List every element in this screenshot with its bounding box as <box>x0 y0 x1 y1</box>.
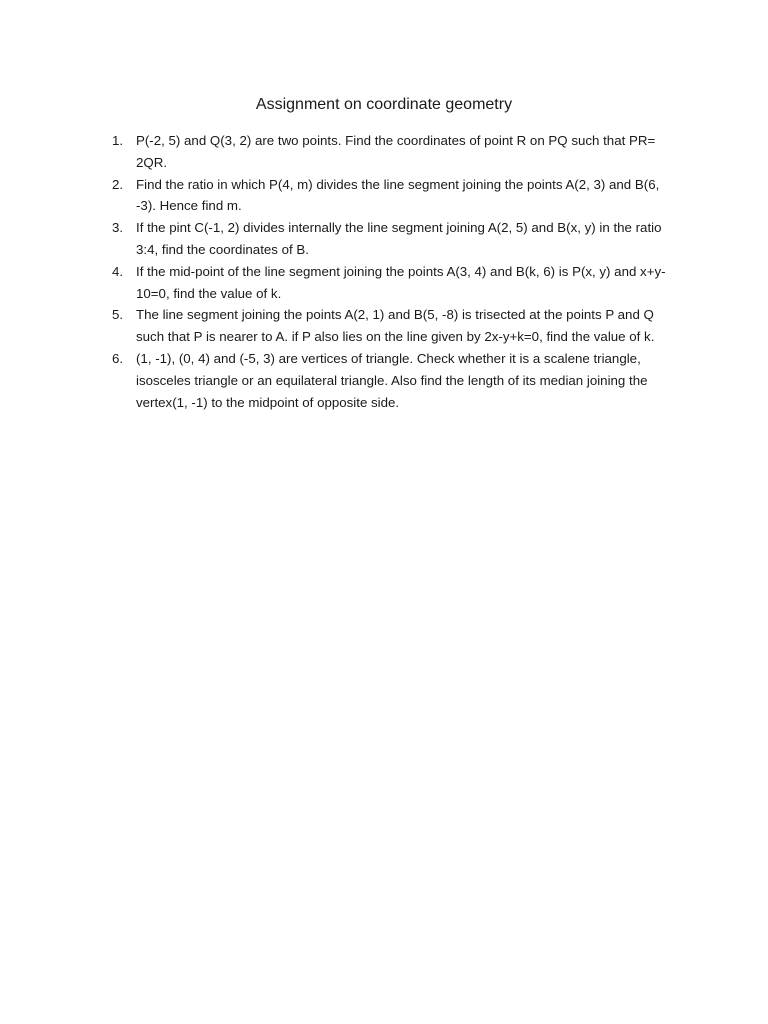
question-number: 2. <box>112 176 124 192</box>
question-number: 4. <box>112 263 124 279</box>
question-text: If the pint C(-1, 2) divides internally the line segment joining A(2, 5) and B(x, y) in the ratio 3:4, find the coordinates of B. <box>136 220 662 257</box>
question-item-2 <box>110 174 678 218</box>
question-item-5 <box>110 304 678 348</box>
question-text: (1, -1), (0, 4) and (-5, 3) are vertices of triangle. Check whether it is a scalene triangle, isosceles triangle or an equilateral triangle. Also find the length of its median joining the vertex(1, -1) to the midpoint of opposite side. <box>136 350 648 410</box>
question-text: If the mid-point of the line segment joining the points A(3, 4) and B(k, 6) is P(x, y) and x+y-10=0, find the value of k. <box>136 263 666 301</box>
question-list <box>110 130 678 413</box>
document-title: Assignment on coordinate geometry <box>255 96 513 113</box>
question-text: Find the ratio in which P(4, m) divides the line segment joining the points A(2, 3) and B(6, -3). Hence find m. <box>136 176 660 214</box>
question-text: P(-2, 5) and Q(3, 2) are two points. Find the coordinates of point R on PQ such that PR= 2QR. <box>136 133 656 170</box>
question-item-6 <box>110 348 678 413</box>
question-number: 6. <box>112 350 124 366</box>
question-item-4 <box>110 261 678 305</box>
question-item-3 <box>110 217 678 261</box>
question-number: 3. <box>112 220 124 236</box>
question-item-1 <box>110 130 678 174</box>
question-number: 1. <box>112 133 124 148</box>
question-number: 5. <box>112 307 124 323</box>
question-text: The line segment joining the points A(2, 1) and B(5, -8) is trisected at the points P and Q such that P is nearer to A. if P also lies on the line given by 2x-y+k=0, find the value of k. <box>136 307 655 345</box>
